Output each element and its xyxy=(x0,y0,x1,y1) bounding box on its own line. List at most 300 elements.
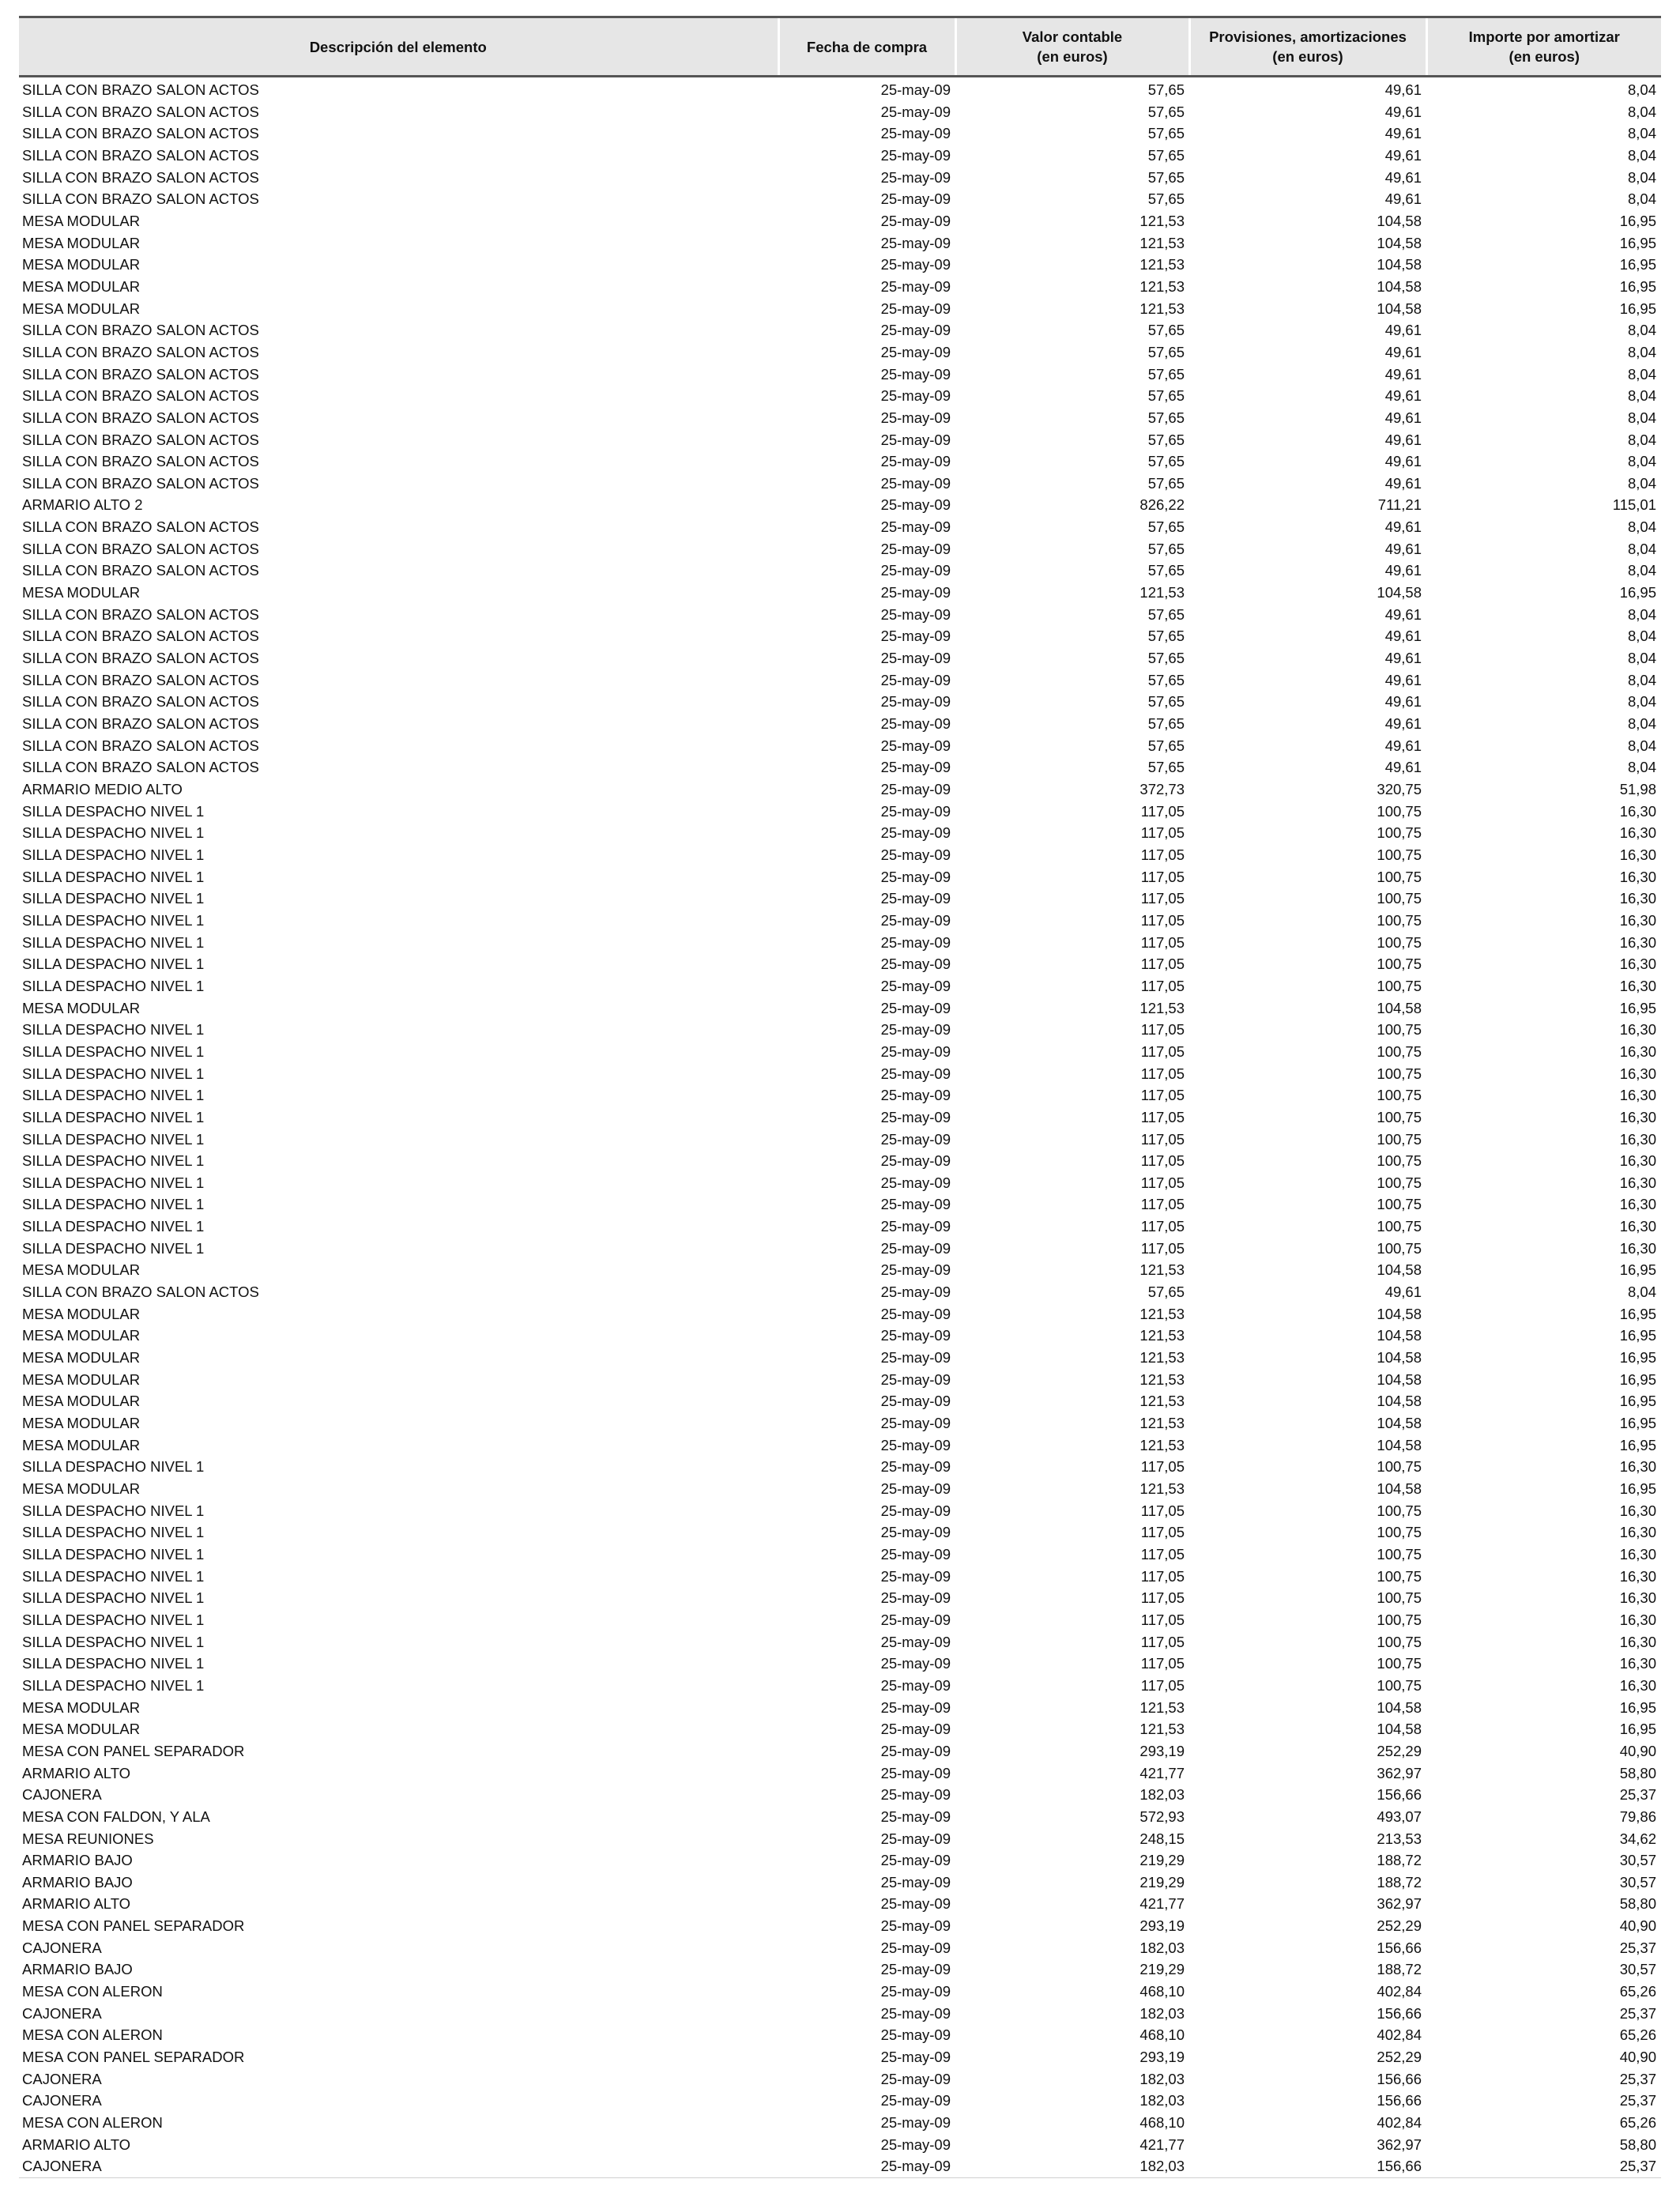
book-value-cell: 121,53 xyxy=(1139,584,1185,601)
document-page xyxy=(19,16,1661,2178)
description-cell: SILLA CON BRAZO SALON ACTOS xyxy=(22,693,259,711)
description-cell: SILLA DESPACHO NIVEL 1 xyxy=(22,933,205,951)
amount-to-amortize-cell: 8,04 xyxy=(1627,671,1656,688)
provisions-cell: 49,61 xyxy=(1384,1284,1422,1301)
table-row xyxy=(19,1675,1661,1697)
purchase-date-cell: 25-may-09 xyxy=(880,1370,951,1388)
book-value-cell: 182,03 xyxy=(955,2155,1189,2177)
book-value-cell: 182,03 xyxy=(1139,2004,1185,2022)
purchase-date-cell: 25-may-09 xyxy=(880,496,951,514)
purchase-date-cell: 25-may-09 xyxy=(880,409,951,426)
amount-to-amortize-cell: 8,04 xyxy=(1627,605,1656,623)
purchase-date-cell: 25-may-09 xyxy=(880,1218,951,1235)
amount-to-amortize-cell: 16,95 xyxy=(1619,1393,1656,1410)
table-row xyxy=(19,2090,1661,2112)
purchase-date-cell: 25-may-09 xyxy=(880,1633,951,1650)
purchase-date-cell: 25-may-09 xyxy=(880,715,951,733)
purchase-date-cell: 25-may-09 xyxy=(880,1130,951,1148)
table-row xyxy=(19,364,1661,386)
table-row xyxy=(19,1500,1661,1522)
description-cell: MESA CON FALDON, Y ALA xyxy=(22,1808,210,1825)
purchase-date-cell: 25-may-09 xyxy=(880,824,951,842)
purchase-date-cell: 25-may-09 xyxy=(880,1655,951,1672)
amount-to-amortize-cell: 8,04 xyxy=(1627,562,1656,579)
book-value-cell: 117,05 xyxy=(1140,1087,1185,1104)
purchase-date-cell: 25-may-09 xyxy=(880,605,951,623)
provisions-cell: 100,75 xyxy=(1377,1065,1422,1082)
book-value-cell: 293,19 xyxy=(1139,1742,1185,1759)
purchase-date-cell: 25-may-09 xyxy=(880,1786,951,1804)
description-cell: MESA CON PANEL SEPARADOR xyxy=(22,1917,245,1935)
description-cell: SILLA CON BRAZO SALON ACTOS xyxy=(22,605,259,623)
provisions-cell: 104,58 xyxy=(1377,1327,1422,1344)
book-value-cell: 57,65 xyxy=(1147,737,1185,754)
table-row xyxy=(19,1958,1661,1981)
description-cell: SILLA DESPACHO NIVEL 1 xyxy=(22,956,205,973)
book-value-cell: 57,65 xyxy=(1147,562,1185,579)
purchase-date-cell: 25-may-09 xyxy=(880,1087,951,1104)
book-value-cell: 117,05 xyxy=(1140,1196,1185,1213)
description-cell: SILLA CON BRAZO SALON ACTOS xyxy=(22,650,259,667)
provisions-cell: 49,61 xyxy=(1384,81,1422,98)
amount-to-amortize-cell: 8,04 xyxy=(1627,431,1656,448)
amount-to-amortize-cell: 25,37 xyxy=(1619,2004,1656,2022)
purchase-date-cell: 25-may-09 xyxy=(880,1961,951,1978)
column-header-amount-to-amortize: Importe por amortizar (en euros) xyxy=(1426,17,1661,77)
amount-to-amortize-cell: 8,04 xyxy=(1627,103,1656,120)
purchase-date-cell: 25-may-09 xyxy=(880,343,951,360)
provisions-cell: 104,58 xyxy=(1377,999,1422,1016)
amount-to-amortize-cell: 30,57 xyxy=(1619,1873,1656,1891)
amount-to-amortize-cell: 16,30 xyxy=(1619,1196,1656,1213)
description-cell: SILLA CON BRAZO SALON ACTOS xyxy=(22,562,259,579)
description-cell: ARMARIO BAJO xyxy=(22,1961,133,1978)
purchase-date-cell: 25-may-09 xyxy=(880,2114,951,2132)
purchase-date-cell: 25-may-09 xyxy=(880,1021,951,1039)
description-cell: MESA MODULAR xyxy=(22,1721,141,1738)
description-cell: SILLA CON BRAZO SALON ACTOS xyxy=(22,125,259,142)
purchase-date-cell: 25-may-09 xyxy=(880,1524,951,1541)
table-row xyxy=(19,450,1661,473)
description-cell: SILLA DESPACHO NIVEL 1 xyxy=(22,1524,205,1541)
purchase-date-cell: 25-may-09 xyxy=(880,256,951,273)
table-body xyxy=(19,77,1661,2178)
amount-to-amortize-cell: 34,62 xyxy=(1619,1830,1656,1847)
description-cell: SILLA DESPACHO NIVEL 1 xyxy=(22,1218,205,1235)
amount-to-amortize-cell: 16,95 xyxy=(1619,584,1656,601)
column-header-description: Descripción del elemento xyxy=(19,17,778,77)
purchase-date-cell: 25-may-09 xyxy=(880,300,951,317)
purchase-date-cell: 25-may-09 xyxy=(880,977,951,994)
description-cell: MESA MODULAR xyxy=(22,212,141,229)
purchase-date-cell: 25-may-09 xyxy=(880,650,951,667)
description-cell: ARMARIO BAJO xyxy=(22,1873,133,1891)
table-row xyxy=(19,145,1661,167)
provisions-cell: 100,75 xyxy=(1377,1611,1422,1628)
purchase-date-cell: 25-may-09 xyxy=(880,868,951,885)
table-row xyxy=(19,1281,1661,1303)
book-value-cell: 121,53 xyxy=(1139,234,1185,251)
book-value-cell: 57,65 xyxy=(1147,322,1185,339)
purchase-date-cell: 25-may-09 xyxy=(880,1327,951,1344)
table-row xyxy=(19,1718,1661,1740)
book-value-cell: 117,05 xyxy=(1140,1676,1185,1694)
table-row xyxy=(19,1041,1661,1063)
description-cell: MESA CON PANEL SEPARADOR xyxy=(22,2049,245,2066)
provisions-cell: 49,61 xyxy=(1384,562,1422,579)
purchase-date-cell: 25-may-09 xyxy=(880,146,951,164)
book-value-cell: 182,03 xyxy=(1139,1939,1185,1956)
book-value-cell: 117,05 xyxy=(1140,1152,1185,1170)
header-row xyxy=(19,17,1661,77)
purchase-date-cell: 25-may-09 xyxy=(880,933,951,951)
amount-to-amortize-cell: 16,30 xyxy=(1619,824,1656,842)
amount-to-amortize-cell: 16,95 xyxy=(1619,1480,1656,1497)
amount-to-amortize-cell: 16,30 xyxy=(1619,1108,1656,1125)
book-value-cell: 57,65 xyxy=(1147,715,1185,733)
amount-to-amortize-cell: 16,30 xyxy=(1619,1676,1656,1694)
amount-to-amortize-cell: 40,90 xyxy=(1619,1917,1656,1935)
provisions-cell: 49,61 xyxy=(1384,474,1422,492)
purchase-date-cell: 25-may-09 xyxy=(880,81,951,98)
description-cell: SILLA DESPACHO NIVEL 1 xyxy=(22,802,205,820)
provisions-cell: 100,75 xyxy=(1377,1021,1422,1039)
table-row xyxy=(19,407,1661,429)
purchase-date-cell: 25-may-09 xyxy=(880,190,951,208)
book-value-cell: 421,77 xyxy=(1139,2136,1185,2153)
purchase-date-cell: 25-may-09 xyxy=(880,1895,951,1913)
amount-to-amortize-cell: 16,30 xyxy=(1619,1524,1656,1541)
table-row xyxy=(19,975,1661,997)
table-row xyxy=(19,167,1661,189)
book-value-cell: 121,53 xyxy=(1139,1305,1185,1322)
purchase-date-cell: 25-may-09 xyxy=(880,2136,951,2153)
provisions-cell: 100,75 xyxy=(1377,933,1422,951)
book-value-cell: 117,05 xyxy=(1140,1458,1185,1476)
purchase-date-cell: 25-may-09 xyxy=(880,1305,951,1322)
amount-to-amortize-cell: 16,30 xyxy=(1619,1152,1656,1170)
amount-to-amortize-cell: 16,95 xyxy=(1619,1305,1656,1322)
purchase-date-cell: 25-may-09 xyxy=(880,1393,951,1410)
book-value-cell: 117,05 xyxy=(1140,1065,1185,1082)
book-value-cell: 117,05 xyxy=(1140,911,1185,929)
provisions-cell: 104,58 xyxy=(1377,1305,1422,1322)
description-cell: MESA MODULAR xyxy=(22,1480,141,1497)
provisions-cell: 49,61 xyxy=(1384,322,1422,339)
description-cell: MESA MODULAR xyxy=(22,256,141,273)
amount-to-amortize-cell: 25,37 xyxy=(1426,2155,1661,2177)
provisions-cell: 100,75 xyxy=(1377,890,1422,907)
description-cell: SILLA DESPACHO NIVEL 1 xyxy=(22,1108,205,1125)
amount-to-amortize-cell: 8,04 xyxy=(1627,737,1656,754)
provisions-cell: 104,58 xyxy=(1377,1698,1422,1716)
book-value-cell: 57,65 xyxy=(1147,81,1185,98)
description-cell: MESA MODULAR xyxy=(22,300,141,317)
purchase-date-cell: 25-may-09 xyxy=(880,1415,951,1432)
amount-to-amortize-cell: 16,95 xyxy=(1619,1370,1656,1388)
book-value-cell: 468,10 xyxy=(1139,2114,1185,2132)
table-row xyxy=(19,1806,1661,1828)
table-row xyxy=(19,319,1661,341)
description-cell: MESA MODULAR xyxy=(22,584,141,601)
description-cell: SILLA CON BRAZO SALON ACTOS xyxy=(22,168,259,186)
provisions-cell: 49,61 xyxy=(1384,387,1422,405)
purchase-date-cell: 25-may-09 xyxy=(880,1502,951,1519)
book-value-cell: 57,65 xyxy=(1147,190,1185,208)
table-row xyxy=(19,1412,1661,1434)
amount-to-amortize-cell: 8,04 xyxy=(1627,190,1656,208)
provisions-cell: 49,61 xyxy=(1384,650,1422,667)
book-value-cell: 117,05 xyxy=(1140,868,1185,885)
book-value-cell: 182,03 xyxy=(1139,2092,1185,2109)
provisions-cell: 100,75 xyxy=(1377,1589,1422,1607)
description-cell: SILLA DESPACHO NIVEL 1 xyxy=(22,846,205,863)
purchase-date-cell: 25-may-09 xyxy=(880,584,951,601)
table-row xyxy=(19,1653,1661,1675)
amount-to-amortize-cell: 16,95 xyxy=(1619,234,1656,251)
purchase-date-cell: 25-may-09 xyxy=(880,125,951,142)
book-value-cell: 572,93 xyxy=(1139,1808,1185,1825)
provisions-cell: 100,75 xyxy=(1377,1196,1422,1213)
provisions-cell: 104,58 xyxy=(1377,1436,1422,1453)
description-cell: SILLA DESPACHO NIVEL 1 xyxy=(22,824,205,842)
provisions-cell: 100,75 xyxy=(1377,868,1422,885)
book-value-cell: 121,53 xyxy=(1139,212,1185,229)
provisions-cell: 252,29 xyxy=(1377,2049,1422,2066)
purchase-date-cell: 25-may-09 xyxy=(880,1983,951,2000)
amount-to-amortize-cell: 16,95 xyxy=(1619,1721,1656,1738)
purchase-date-cell: 25-may-09 xyxy=(880,781,951,797)
purchase-date-cell: 25-may-09 xyxy=(880,1698,951,1716)
book-value-cell: 117,05 xyxy=(1140,1524,1185,1541)
table-row xyxy=(19,1259,1661,1281)
book-value-cell: 117,05 xyxy=(1140,1502,1185,1519)
purchase-date-cell: 25-may-09 xyxy=(880,474,951,492)
amount-to-amortize-cell: 40,90 xyxy=(1619,1742,1656,1759)
book-value-cell: 117,05 xyxy=(1140,824,1185,842)
book-value-cell: 57,65 xyxy=(1147,365,1185,383)
table-row xyxy=(19,953,1661,975)
amount-to-amortize-cell: 16,30 xyxy=(1619,868,1656,885)
description-cell: SILLA CON BRAZO SALON ACTOS xyxy=(22,671,259,688)
description-cell: SILLA DESPACHO NIVEL 1 xyxy=(22,1676,205,1694)
amount-to-amortize-cell: 8,04 xyxy=(1627,387,1656,405)
book-value-cell: 117,05 xyxy=(1140,1108,1185,1125)
table-row xyxy=(19,669,1661,692)
book-value-cell: 293,19 xyxy=(1139,1917,1185,1935)
description-cell: SILLA DESPACHO NIVEL 1 xyxy=(22,1196,205,1213)
book-value-cell: 117,05 xyxy=(1140,1130,1185,1148)
table-row xyxy=(19,801,1661,823)
provisions-cell: 104,58 xyxy=(1377,300,1422,317)
book-value-cell: 372,73 xyxy=(1139,781,1185,797)
purchase-date-cell: 25-may-09 xyxy=(880,1284,951,1301)
purchase-date-cell: 25-may-09 xyxy=(880,518,951,536)
purchase-date-cell: 25-may-09 xyxy=(880,1436,951,1453)
amount-to-amortize-cell: 8,04 xyxy=(1627,168,1656,186)
description-cell: MESA MODULAR xyxy=(22,1370,141,1388)
amount-to-amortize-cell: 8,04 xyxy=(1627,453,1656,470)
provisions-cell: 49,61 xyxy=(1384,125,1422,142)
description-cell: MESA CON ALERON xyxy=(22,1983,163,2000)
amount-to-amortize-cell: 58,80 xyxy=(1619,2136,1656,2153)
table-row xyxy=(19,1434,1661,1457)
provisions-cell: 104,58 xyxy=(1377,1721,1422,1738)
table-row xyxy=(19,625,1661,647)
table-row xyxy=(19,1390,1661,1412)
book-value-cell: 219,29 xyxy=(1139,1852,1185,1869)
table-row xyxy=(19,1872,1661,1894)
column-header-provisions: Provisiones, amortizaciones (en euros) xyxy=(1189,17,1426,77)
book-value-cell: 293,19 xyxy=(1139,2049,1185,2066)
table-row xyxy=(19,1216,1661,1238)
table-row xyxy=(19,1587,1661,1609)
amount-to-amortize-cell: 8,04 xyxy=(1627,409,1656,426)
table-row xyxy=(19,2134,1661,2156)
purchase-date-cell: 25-may-09 xyxy=(880,846,951,863)
table-row xyxy=(19,822,1661,844)
amount-to-amortize-cell: 16,95 xyxy=(1619,999,1656,1016)
book-value-cell: 121,53 xyxy=(1139,256,1185,273)
table-row xyxy=(19,254,1661,276)
table-row xyxy=(19,298,1661,320)
table-row xyxy=(19,2068,1661,2090)
description-cell: CAJONERA xyxy=(19,2155,778,2177)
book-value-cell: 219,29 xyxy=(1139,1961,1185,1978)
provisions-cell: 49,61 xyxy=(1384,693,1422,711)
table-row xyxy=(19,1106,1661,1129)
table-header xyxy=(19,17,1661,77)
book-value-cell: 57,65 xyxy=(1147,693,1185,711)
provisions-cell: 104,58 xyxy=(1377,212,1422,229)
provisions-cell: 49,61 xyxy=(1384,628,1422,645)
purchase-date-cell: 25-may-09 xyxy=(880,1108,951,1125)
book-value-cell: 117,05 xyxy=(1140,1021,1185,1039)
provisions-cell: 362,97 xyxy=(1377,1895,1422,1913)
provisions-cell: 100,75 xyxy=(1377,1108,1422,1125)
description-cell: SILLA DESPACHO NIVEL 1 xyxy=(22,1655,205,1672)
book-value-cell: 117,05 xyxy=(1140,1218,1185,1235)
description-cell: CAJONERA xyxy=(22,1939,102,1956)
amount-to-amortize-cell: 16,30 xyxy=(1619,1065,1656,1082)
amount-to-amortize-cell: 30,57 xyxy=(1619,1852,1656,1869)
description-cell: SILLA CON BRAZO SALON ACTOS xyxy=(22,1284,259,1301)
table-row xyxy=(19,538,1661,560)
book-value-cell: 57,65 xyxy=(1147,628,1185,645)
description-cell: CAJONERA xyxy=(22,1786,102,1804)
provisions-cell: 49,61 xyxy=(1384,190,1422,208)
table-row xyxy=(19,2046,1661,2068)
provisions-cell: 213,53 xyxy=(1377,1830,1422,1847)
book-value-cell: 117,05 xyxy=(1140,890,1185,907)
table-row xyxy=(19,1521,1661,1544)
book-value-cell: 117,05 xyxy=(1140,1611,1185,1628)
book-value-cell: 121,53 xyxy=(1139,1698,1185,1716)
table-row xyxy=(19,1129,1661,1151)
description-cell: SILLA CON BRAZO SALON ACTOS xyxy=(22,474,259,492)
provisions-cell: 49,61 xyxy=(1384,671,1422,688)
table-row xyxy=(19,2024,1661,2046)
table-row xyxy=(19,1544,1661,1566)
table-row xyxy=(19,429,1661,451)
description-cell: ARMARIO ALTO xyxy=(22,1895,131,1913)
book-value-cell: 121,53 xyxy=(1139,1480,1185,1497)
table-row xyxy=(19,1456,1661,1478)
amount-to-amortize-cell: 8,04 xyxy=(1627,518,1656,536)
provisions-cell: 711,21 xyxy=(1377,496,1422,514)
book-value-cell: 121,53 xyxy=(1139,1415,1185,1432)
book-value-cell: 57,65 xyxy=(1147,125,1185,142)
book-value-cell: 121,53 xyxy=(1139,1261,1185,1279)
table-row xyxy=(19,1478,1661,1500)
provisions-cell: 49,61 xyxy=(1384,540,1422,557)
book-value-cell: 57,65 xyxy=(1147,168,1185,186)
description-cell: ARMARIO ALTO xyxy=(22,1764,131,1781)
table-row xyxy=(19,1893,1661,1915)
table-row xyxy=(19,123,1661,145)
purchase-date-cell: 25-may-09 xyxy=(880,2092,951,2109)
provisions-cell: 100,75 xyxy=(1377,1239,1422,1257)
amount-to-amortize-cell: 16,30 xyxy=(1619,911,1656,929)
table-row xyxy=(19,691,1661,713)
purchase-date-cell: 25-may-09 xyxy=(880,1742,951,1759)
table-row xyxy=(19,1915,1661,1937)
book-value-cell: 57,65 xyxy=(1147,671,1185,688)
provisions-cell: 49,61 xyxy=(1384,715,1422,733)
description-cell: SILLA DESPACHO NIVEL 1 xyxy=(22,1589,205,1607)
table-row xyxy=(19,77,1661,101)
description-cell: MESA CON ALERON xyxy=(22,2114,163,2132)
provisions-cell: 49,61 xyxy=(1384,737,1422,754)
description-cell: ARMARIO MEDIO ALTO xyxy=(22,781,183,797)
provisions-cell: 100,75 xyxy=(1377,1524,1422,1541)
description-cell: SILLA CON BRAZO SALON ACTOS xyxy=(22,387,259,405)
provisions-cell: 100,75 xyxy=(1377,824,1422,842)
purchase-date-cell: 25-may-09 xyxy=(880,1589,951,1607)
description-cell: MESA MODULAR xyxy=(22,1393,141,1410)
purchase-date-cell: 25-may-09 xyxy=(880,1261,951,1279)
provisions-cell: 362,97 xyxy=(1377,2136,1422,2153)
provisions-cell: 104,58 xyxy=(1377,1415,1422,1432)
amount-to-amortize-cell: 115,01 xyxy=(1612,496,1656,514)
description-cell: SILLA CON BRAZO SALON ACTOS xyxy=(22,518,259,536)
provisions-cell: 104,58 xyxy=(1377,256,1422,273)
amount-to-amortize-cell: 58,80 xyxy=(1619,1895,1656,1913)
book-value-cell: 117,05 xyxy=(1140,1545,1185,1563)
table-row xyxy=(19,560,1661,582)
book-value-cell: 57,65 xyxy=(1147,409,1185,426)
table-row xyxy=(19,1762,1661,1785)
table-row xyxy=(19,1828,1661,1850)
book-value-cell: 468,10 xyxy=(1139,2026,1185,2044)
amount-to-amortize-cell: 8,04 xyxy=(1627,628,1656,645)
book-value-cell: 117,05 xyxy=(1140,1633,1185,1650)
book-value-cell: 421,77 xyxy=(1139,1895,1185,1913)
book-value-cell: 57,65 xyxy=(1147,431,1185,448)
book-value-cell: 117,05 xyxy=(1140,1589,1185,1607)
description-cell: MESA MODULAR xyxy=(22,1305,141,1322)
purchase-date-cell: 25-may-09 xyxy=(880,322,951,339)
description-cell: SILLA DESPACHO NIVEL 1 xyxy=(22,911,205,929)
table-row xyxy=(19,1631,1661,1653)
amount-to-amortize-cell: 16,30 xyxy=(1619,1589,1656,1607)
purchase-date-cell: 25-may-09 xyxy=(880,1174,951,1191)
purchase-date-cell: 25-may-09 xyxy=(880,1239,951,1257)
amount-to-amortize-cell: 16,30 xyxy=(1619,1218,1656,1235)
table-row xyxy=(19,713,1661,735)
book-value-cell: 57,65 xyxy=(1147,650,1185,667)
book-value-cell: 121,53 xyxy=(1139,1721,1185,1738)
